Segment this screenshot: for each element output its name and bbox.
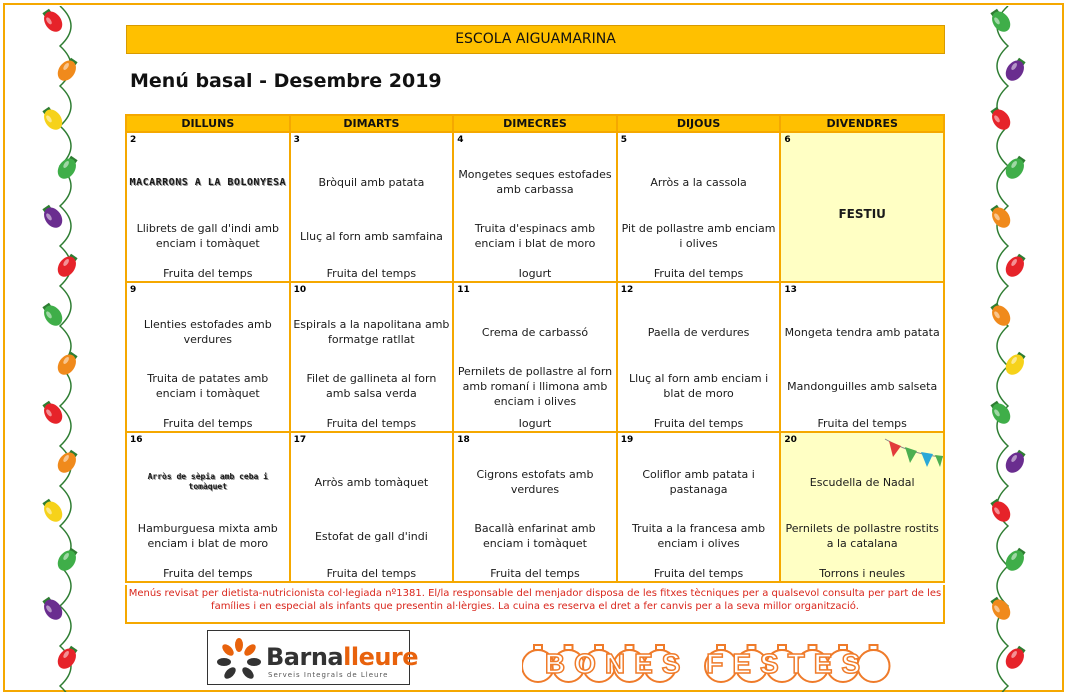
first-course: Cigrons estofats amb verdures xyxy=(476,468,594,496)
day-cell xyxy=(453,432,617,582)
lights-wire xyxy=(60,6,71,692)
menu-calendar xyxy=(125,114,945,583)
second-course: Filet de gallineta al forn amb salsa verda xyxy=(306,372,437,400)
first-course-text: MACARRONS A LA BOLONYESA xyxy=(129,176,287,188)
first-course: Paella de verdures xyxy=(647,325,750,339)
second-course: Pernilets de pollastre rostits a la catalana xyxy=(785,522,939,550)
day-number: 17 xyxy=(293,435,307,445)
second-course: Mandonguilles amb salseta xyxy=(787,379,938,393)
day-cell xyxy=(126,432,290,582)
day-cell xyxy=(290,132,454,282)
weekday-header-row xyxy=(126,115,944,132)
first-course: Mongeta tendra amb patata xyxy=(784,325,940,339)
light-bulb-icon xyxy=(987,202,1014,231)
logo-name-part: Barna xyxy=(266,643,344,671)
logo-tagline: Serveis Integrals de Lleure xyxy=(268,671,389,679)
holiday-label: FESTIU xyxy=(838,207,886,221)
day-number: 19 xyxy=(620,435,634,445)
day-cell xyxy=(290,282,454,432)
day-cell xyxy=(780,282,944,432)
day-cell xyxy=(617,432,781,582)
light-bulb-icon xyxy=(39,496,66,525)
day-cell xyxy=(126,282,290,432)
dessert: Torrons i neules xyxy=(819,567,906,580)
dessert: Fruita del temps xyxy=(490,567,580,580)
first-course: Arròs amb tomàquet xyxy=(314,475,429,489)
first-course xyxy=(129,153,287,211)
light-bulb-icon xyxy=(987,496,1014,525)
bones-festes-greeting xyxy=(522,636,892,692)
nutrition-note: Menús revisat per dietista-nutricionista col·legiada nº1381. El/la responsable del menjador disposa de les fitxes tècniques per a qualsevol consulta per part de les famílies i en especial als infants que presentin al·lèrgies. La cuina es reserva el dret a fer canvis per a la seva millor organització. xyxy=(125,585,945,624)
second-course: Llibrets de gall d'indi amb enciam i tomàquet xyxy=(136,222,279,250)
first-course-text: Arròs de sèpia amb ceba i tomàquet xyxy=(147,472,268,491)
light-bulb-icon xyxy=(39,6,66,35)
weekday-header: DIJOUS xyxy=(617,115,781,132)
menu-title: Menú basal - Desembre 2019 xyxy=(130,70,442,92)
day-cell xyxy=(453,132,617,282)
weekday-header: DILLUNS xyxy=(126,115,290,132)
dessert: Iogurt xyxy=(518,417,552,430)
logo-wordmark xyxy=(266,643,418,671)
day-number: 12 xyxy=(620,285,634,295)
holiday-cell xyxy=(780,132,944,282)
light-bulb-icon xyxy=(1002,447,1029,476)
day-number: 13 xyxy=(784,285,797,295)
light-bulb-icon xyxy=(39,398,66,427)
dessert: Iogurt xyxy=(518,267,552,280)
second-course: Estofat de gall d'indi xyxy=(314,529,428,543)
day-number: 2 xyxy=(130,135,137,145)
dessert: Fruita del temps xyxy=(163,267,253,280)
day-number: 4 xyxy=(457,135,464,145)
light-bulb-icon xyxy=(1002,251,1029,280)
first-course: Llenties estofades amb verdures xyxy=(143,318,272,346)
dessert: Fruita del temps xyxy=(163,567,253,580)
light-bulb-icon xyxy=(54,349,81,378)
second-course: Pernilets de pollastre al forn amb romaní i llimona amb enciam i olives xyxy=(457,364,613,408)
string-lights-left-decoration xyxy=(30,6,90,692)
ornament-cap-icon xyxy=(534,645,542,650)
light-bulb-icon xyxy=(54,643,81,672)
dessert: Fruita del temps xyxy=(163,417,253,430)
first-course: Arròs a la cassola xyxy=(650,175,747,189)
day-number: 9 xyxy=(130,285,137,295)
first-course: Escudella de Nadal xyxy=(809,475,915,489)
barnalleure-logo xyxy=(207,630,419,685)
week-row xyxy=(126,132,944,282)
day-number: 6 xyxy=(784,135,791,145)
logo-name-part: lleure xyxy=(343,643,419,671)
light-bulb-icon xyxy=(987,398,1014,427)
day-number: 18 xyxy=(457,435,470,445)
second-course: Lluç al forn amb enciam i blat de moro xyxy=(628,372,769,400)
day-number: 20 xyxy=(784,435,797,445)
day-cell xyxy=(617,132,781,282)
second-course: Lluç al forn amb samfaina xyxy=(299,229,443,243)
first-course: Espirals a la napolitana amb formatge ratllat xyxy=(293,318,450,346)
week-row xyxy=(126,282,944,432)
light-bulb-icon xyxy=(54,55,81,84)
day-cell xyxy=(290,432,454,582)
greeting-text: BONES FESTES xyxy=(544,648,870,679)
day-number: 10 xyxy=(293,285,307,295)
second-course: Truita a la francesa amb enciam i olives xyxy=(632,522,766,550)
light-bulb-icon xyxy=(1002,545,1029,574)
christmas-day-cell xyxy=(780,432,944,582)
weekday-header: DIMARTS xyxy=(290,115,454,132)
second-course: Truita de patates amb enciam i tomàquet xyxy=(147,372,269,400)
day-cell xyxy=(617,282,781,432)
dessert: Fruita del temps xyxy=(653,267,744,280)
light-bulb-icon xyxy=(987,104,1014,133)
dessert: Fruita del temps xyxy=(326,567,417,580)
weekday-header: DIVENDRES xyxy=(780,115,944,132)
first-course xyxy=(129,453,287,511)
school-name-bar: ESCOLA AIGUAMARINA xyxy=(126,25,945,54)
dessert: Fruita del temps xyxy=(653,567,744,580)
dessert: Fruita del temps xyxy=(817,417,907,430)
dessert: Fruita del temps xyxy=(326,417,417,430)
ornament-cap-icon xyxy=(870,645,878,650)
day-number: 11 xyxy=(457,285,470,295)
first-course: Coliflor amb patata i pastanaga xyxy=(642,468,755,496)
day-number: 3 xyxy=(293,135,300,145)
light-bulb-icon xyxy=(39,202,66,231)
day-cell xyxy=(126,132,290,282)
day-number: 5 xyxy=(620,135,628,145)
dessert: Fruita del temps xyxy=(326,267,417,280)
string-lights-right-decoration xyxy=(978,6,1038,692)
logo-mark-icon xyxy=(214,634,264,684)
second-course: Truita d'espinacs amb enciam i blat de moro xyxy=(474,222,596,250)
second-course: Hamburguesa mixta amb enciam i blat de moro xyxy=(137,522,278,550)
dessert: Fruita del temps xyxy=(653,417,744,430)
light-bulb-icon xyxy=(54,545,81,574)
day-number: 16 xyxy=(130,435,143,445)
week-row xyxy=(126,432,944,582)
light-bulb-icon xyxy=(987,300,1014,329)
day-cell xyxy=(453,282,617,432)
lights-wire xyxy=(997,6,1008,692)
first-course: Bròquil amb patata xyxy=(318,175,425,189)
light-bulb-icon xyxy=(987,6,1014,35)
light-bulb-icon xyxy=(54,447,81,476)
first-course: Crema de carbassó xyxy=(481,325,589,339)
first-course: Mongetes seques estofades amb carbassa xyxy=(458,168,612,196)
light-bulb-icon xyxy=(1002,55,1029,84)
second-course: Bacallà enfarinat amb enciam i tomàquet xyxy=(474,522,596,550)
second-course: Pit de pollastre amb enciam i olives xyxy=(621,222,776,250)
weekday-header: DIMECRES xyxy=(453,115,617,132)
